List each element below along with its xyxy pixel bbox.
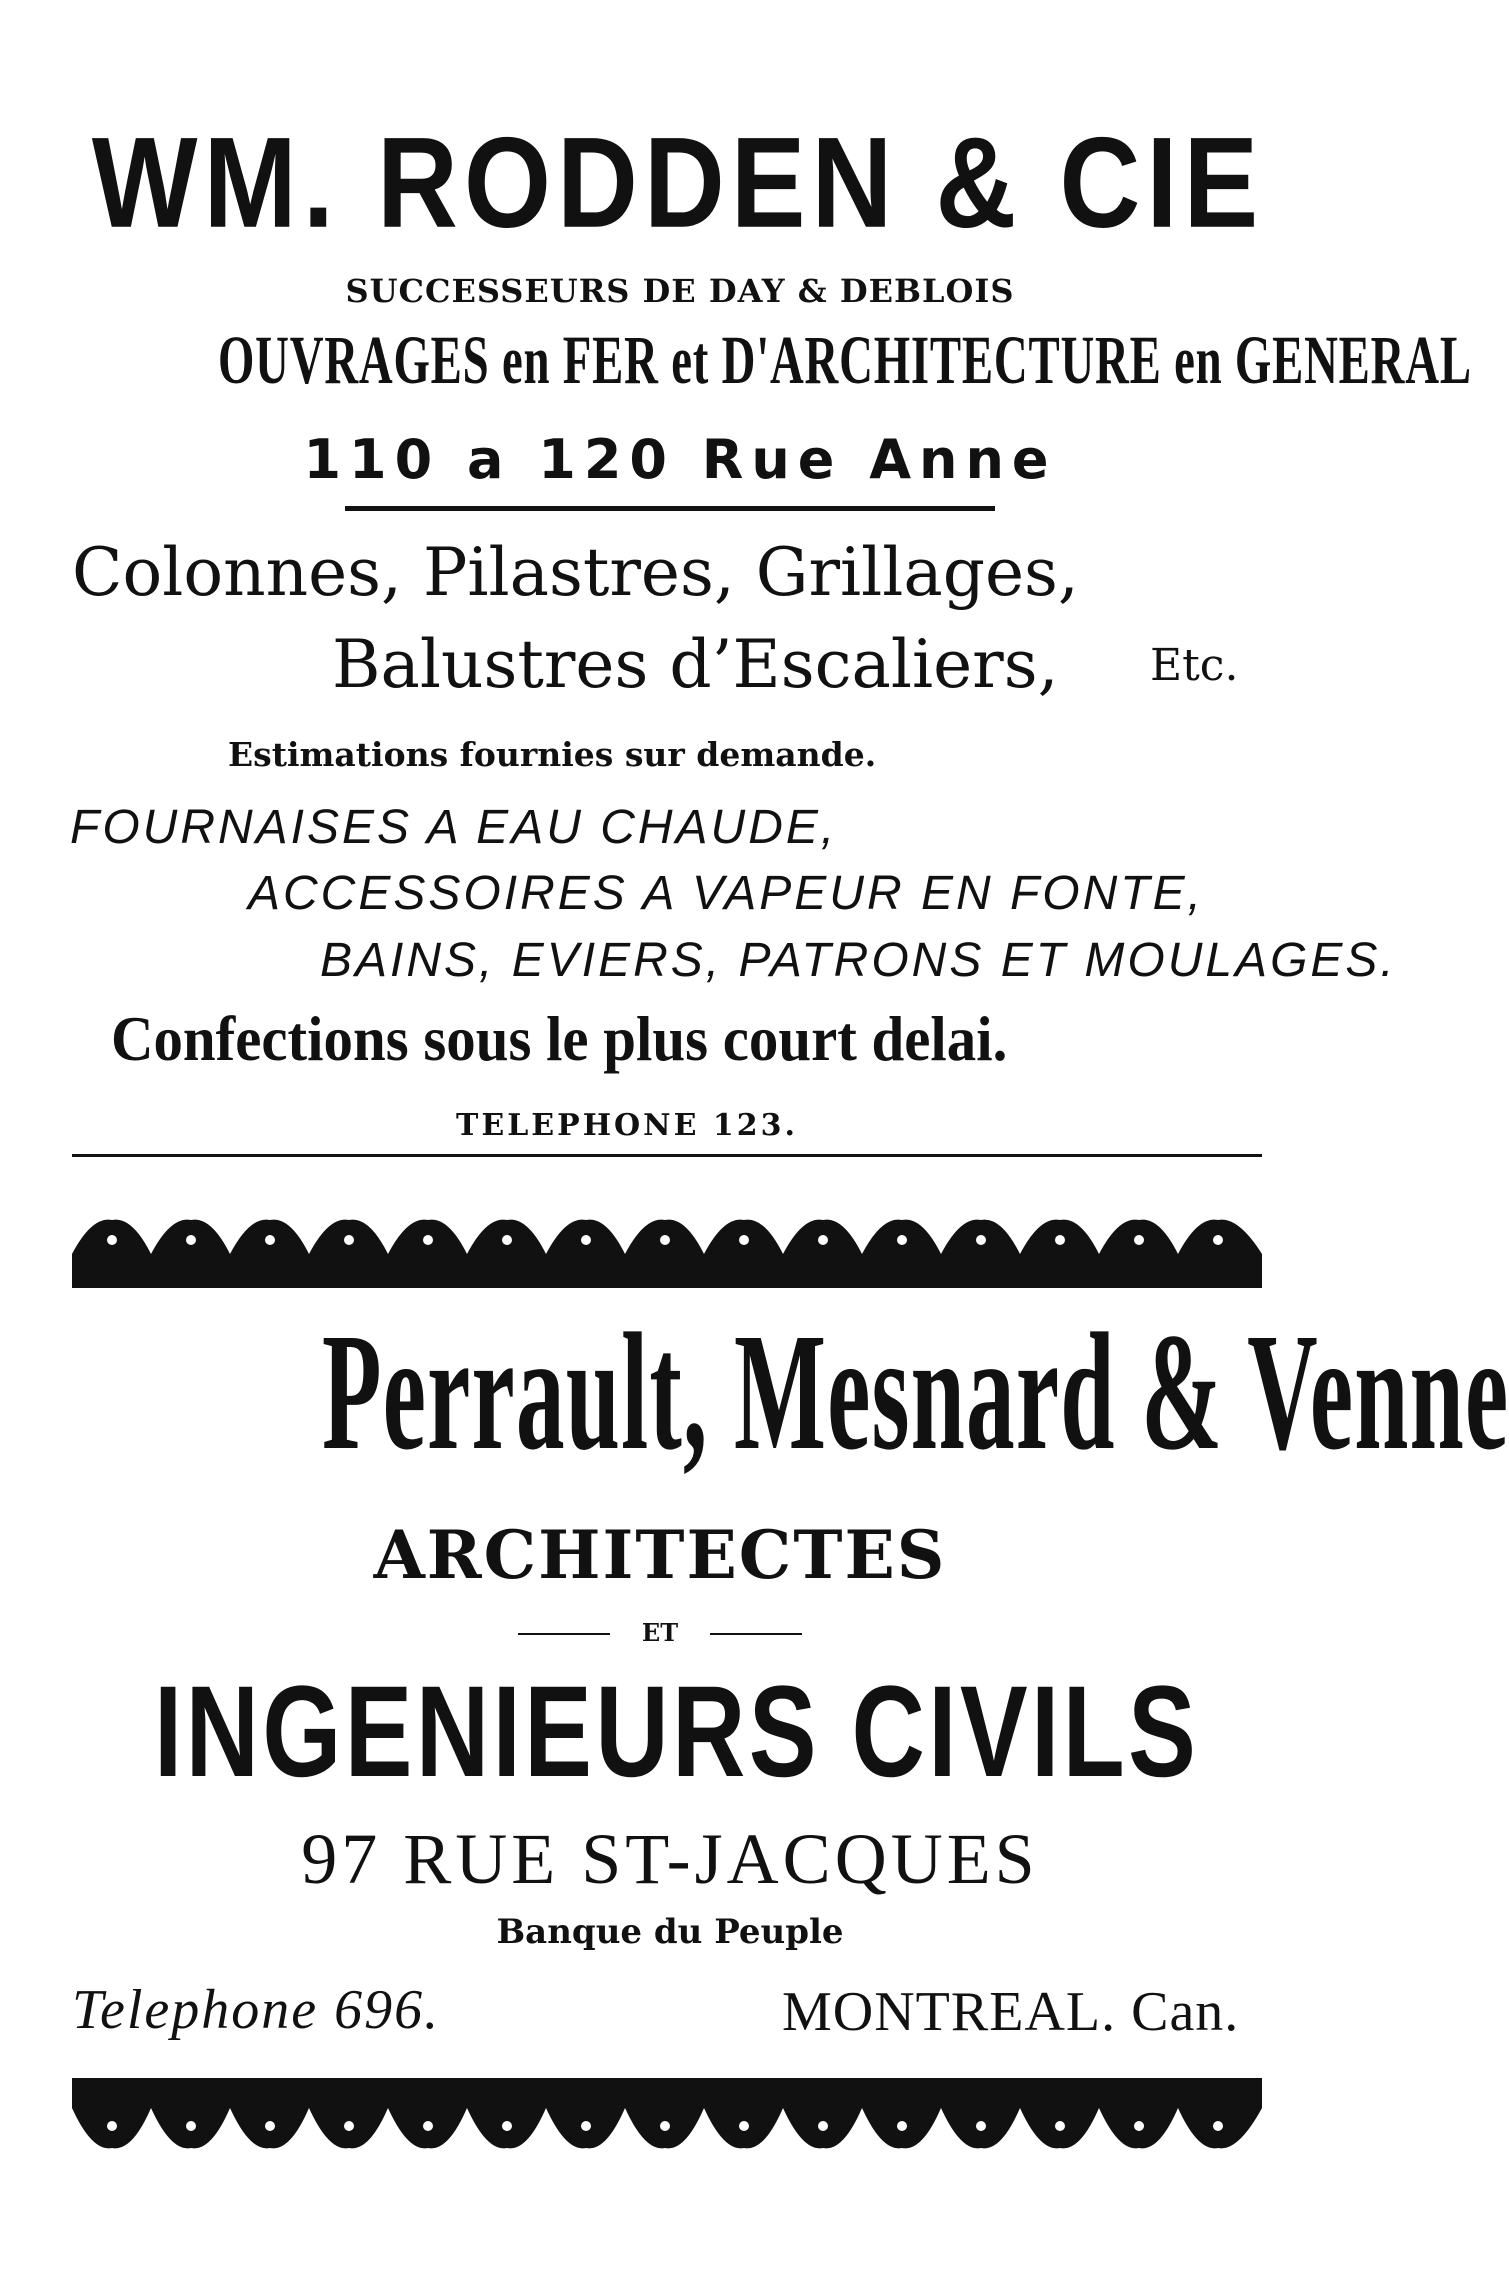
perrault-firm-name: Perrault, Mesnard & Venne bbox=[322, 1299, 1509, 1485]
perrault-building: Banque du Peuple bbox=[496, 1912, 844, 1952]
rodden-products-line2: Balustres d’Escaliers, bbox=[332, 626, 1059, 703]
rodden-products-line1: Colonnes, Pilastres, Grillages, bbox=[72, 534, 1079, 611]
perrault-address: 97 RUE ST-JACQUES bbox=[301, 1819, 1039, 1899]
rodden-telephone: TELEPHONE 123. bbox=[456, 1108, 798, 1143]
perrault-profession-engineers: INGENIEURS CIVILS bbox=[154, 1659, 1200, 1805]
ornamental-border-top bbox=[72, 1210, 1262, 1294]
rodden-tagline: Confections sous le plus court delai. bbox=[110, 1003, 1008, 1074]
rodden-company-name: WM. RODDEN & CIE bbox=[91, 110, 1265, 255]
section-divider bbox=[72, 1154, 1262, 1157]
perrault-telephone: Telephone 696. bbox=[72, 1979, 441, 2041]
conjunction-rule-right bbox=[710, 1633, 802, 1635]
rodden-successors: SUCCESSEURS DE DAY & DEBLOIS bbox=[345, 272, 1015, 310]
rodden-products-etc: Etc. bbox=[1150, 640, 1239, 691]
conjunction-text: ET bbox=[641, 1618, 679, 1647]
perrault-city: MONTREAL. Can. bbox=[782, 1981, 1240, 2043]
rodden-services-line1: FOURNAISES A EAU CHAUDE, bbox=[70, 801, 838, 854]
conjunction-rule-left bbox=[518, 1633, 610, 1635]
perrault-profession-architects: ARCHITECTES bbox=[373, 1516, 947, 1594]
rodden-services-line2: ACCESSOIRES A VAPEUR EN FONTE, bbox=[248, 867, 1204, 920]
rodden-services-line3: BAINS, EVIERS, PATRONS ET MOULAGES. bbox=[320, 934, 1397, 987]
perrault-conjunction bbox=[518, 1618, 802, 1648]
ornamental-border-bottom bbox=[72, 2072, 1262, 2156]
rodden-underline bbox=[345, 506, 995, 511]
rodden-address: 110 a 120 Rue Anne bbox=[303, 428, 1057, 491]
rodden-estimates: Estimations fournies sur demande. bbox=[228, 735, 877, 774]
rodden-trade: OUVRAGES en FER et D'ARCHITECTURE en GENERAL bbox=[218, 321, 1472, 398]
